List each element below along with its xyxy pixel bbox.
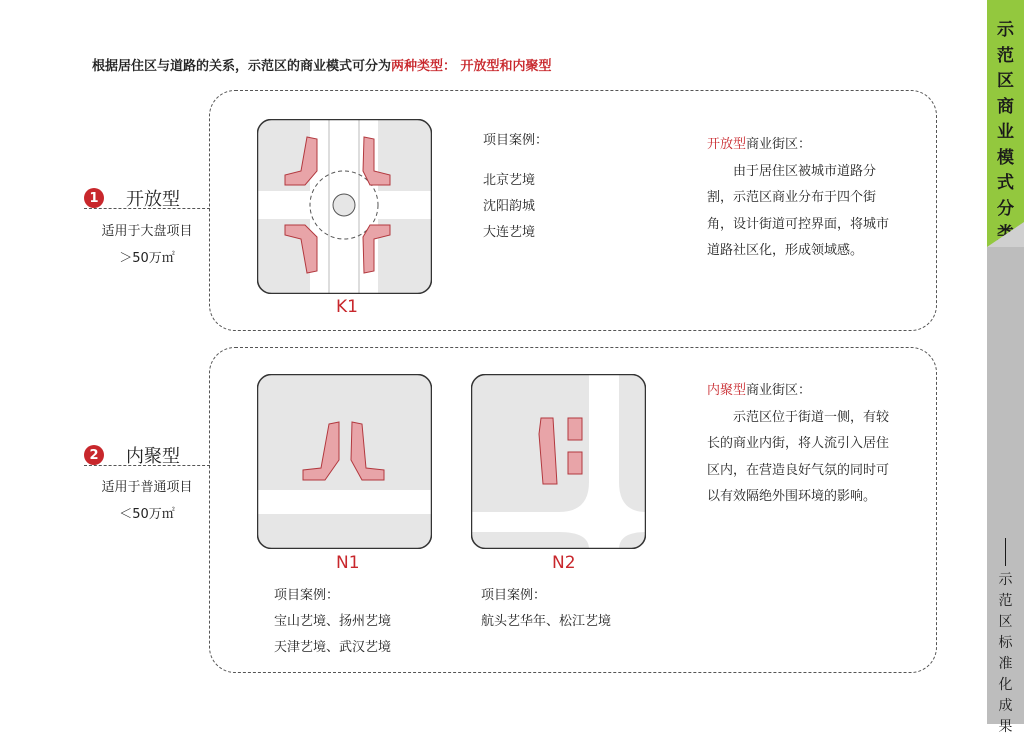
n2-road-horizontal — [471, 512, 646, 532]
n2-case-title: 项目案例： — [481, 588, 547, 603]
number-badge-2: 2 — [84, 445, 104, 465]
n2-label: N2 — [552, 553, 576, 573]
sidebar-char: 区 — [998, 614, 1013, 630]
sidebar-char: 化 — [998, 677, 1013, 693]
sidebar-section-title — [987, 18, 1024, 248]
n1-case-2: 天津艺境、武汉艺境 — [274, 640, 392, 655]
sidebar-char: 示 — [998, 572, 1013, 588]
sidebar-char: 式 — [997, 173, 1014, 193]
sidebar-char: 准 — [998, 656, 1013, 672]
inner-type-applicability — [82, 474, 212, 528]
n1-case-title: 项目案例： — [274, 588, 340, 603]
n1-case-1: 宝山艺境、扬州艺境 — [274, 614, 392, 629]
open-cases — [483, 128, 548, 246]
n2-shop-3 — [568, 452, 582, 474]
sidebar-char: 范 — [997, 45, 1014, 66]
sidebar-char: 标 — [998, 635, 1013, 651]
intro-text — [92, 55, 552, 74]
n2-diagram — [471, 374, 646, 549]
open-type-title: 开放型 — [126, 189, 180, 210]
n1-ground — [257, 374, 432, 549]
sidebar-document-title — [987, 538, 1024, 738]
sidebar-char: 分 — [997, 198, 1014, 219]
open-desc-body: 由于居住区被城市道路分割，示范区商业分布于四个街角，设计街道可控界面，将城市道路社区化，形成领域感。 — [707, 163, 890, 258]
n1-diagram — [257, 374, 432, 549]
open-case-3: 大连艺境 — [483, 225, 536, 240]
intro-part1: 根据居住区与道路的关系，示范区的商业模式可分为 — [92, 59, 392, 74]
inner-desc-title: 商业街区： — [746, 383, 812, 398]
n2-cases — [481, 583, 611, 635]
inner-description — [707, 378, 892, 511]
open-case-2: 沈阳韵城 — [483, 199, 536, 214]
applies-line-1: 适用于大盘项目 — [101, 224, 193, 239]
sidebar-fold — [987, 222, 1024, 247]
n1-road — [257, 490, 432, 514]
open-case-title: 项目案例： — [483, 133, 549, 148]
sidebar-char: 果 — [998, 719, 1013, 735]
inner-desc-body: 示范区位于街道一侧，有较长的商业内街，将人流引入居住区内，在营造良好气氛的同时可以有效隔绝外围环境的影响。 — [707, 409, 890, 504]
applies-line-2: ＞50万㎡ — [119, 251, 175, 266]
inner-desc-accent: 内聚型 — [707, 383, 747, 398]
n2-case-1: 航头艺华年、松江艺境 — [481, 614, 612, 629]
open-desc-accent: 开放型 — [707, 137, 747, 152]
open-description — [707, 132, 892, 265]
sidebar-dash-line — [1005, 538, 1006, 566]
sidebar-char: 商 — [997, 96, 1014, 117]
intro-part2: 两种类型： — [391, 59, 457, 74]
heading-underline-2 — [84, 465, 210, 466]
n2-shop-2 — [568, 418, 582, 440]
sidebar-char: 业 — [997, 122, 1014, 142]
k1-diagram — [257, 119, 432, 294]
open-type-applicability — [82, 218, 212, 272]
sidebar-char: 示 — [997, 20, 1014, 40]
applies-line-2: ＜50万㎡ — [119, 507, 175, 522]
intro-part3: 开放型和内聚型 — [456, 59, 552, 74]
applies-line-1: 适用于普通项目 — [101, 480, 193, 495]
sidebar-char: 类 — [997, 224, 1014, 244]
sidebar-char: 区 — [997, 71, 1014, 91]
sidebar-char: 范 — [998, 593, 1013, 609]
open-desc-title: 商业街区： — [746, 137, 812, 152]
sidebar-char: 模 — [997, 147, 1014, 168]
n1-label: N1 — [336, 553, 360, 573]
open-case-1: 北京艺境 — [483, 173, 536, 188]
heading-underline-1 — [84, 208, 210, 209]
inner-type-title: 内聚型 — [126, 446, 180, 467]
k1-label: K1 — [336, 297, 358, 317]
sidebar-char: 成 — [998, 698, 1013, 714]
n1-cases — [274, 583, 391, 661]
k1-roundabout-island — [333, 194, 355, 216]
number-badge-1: 1 — [84, 188, 104, 208]
